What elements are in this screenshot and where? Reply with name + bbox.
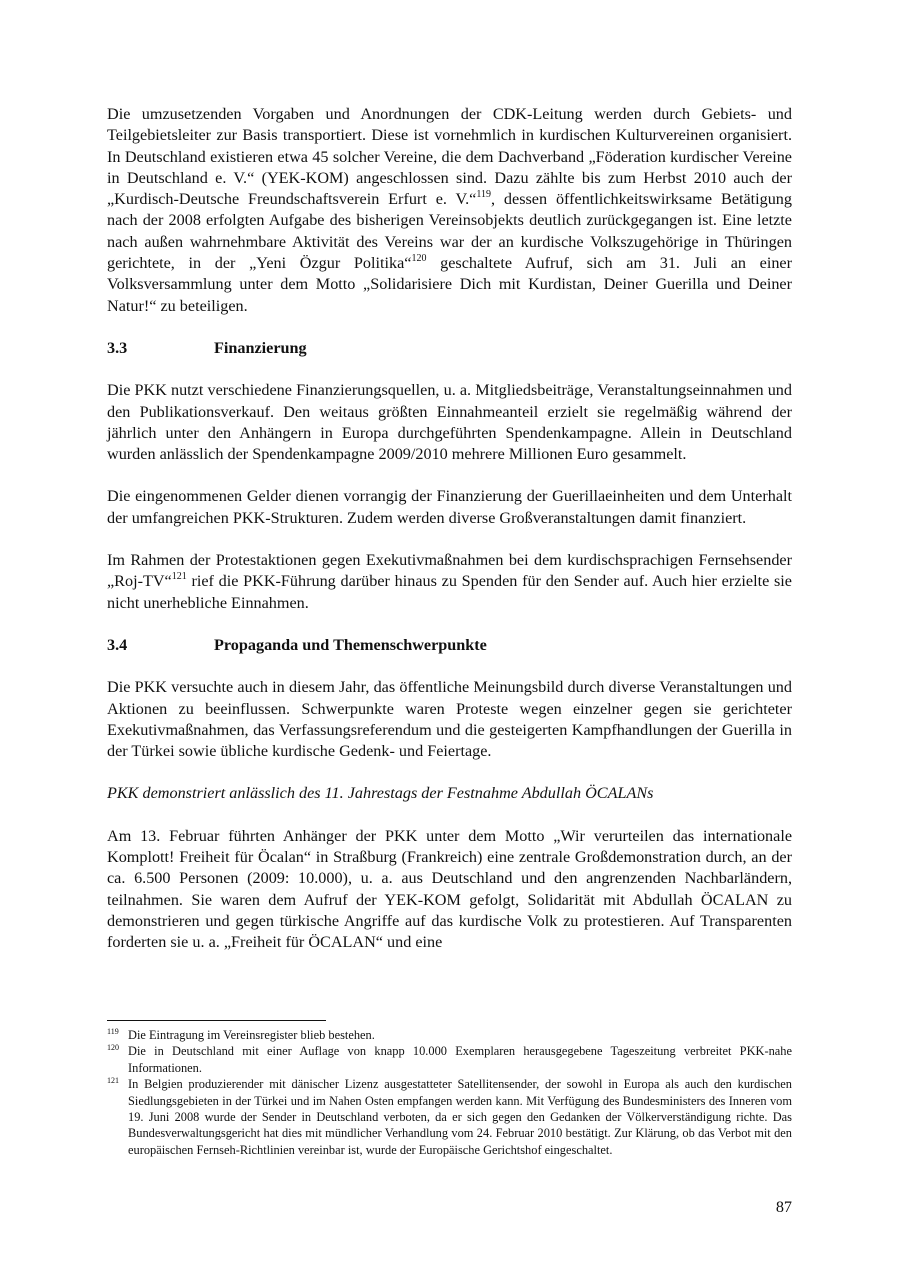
footnote-ref-120[interactable]: 120	[411, 252, 427, 264]
paragraph-text: Die umzusetzenden Vorgaben und Anordnungen der CDK-Leitung werden durch Gebiets- und Teilgebietsleiter zur Basis transportiert. Diese ist vornehmlich in kurdischen Kulturvereinen organisiert. In Deutschland existieren etwa 45 solcher Vereine, die dem Dachverband „Föderation kurdischer Vereine in Deutschland e. V.“ (YEK-KOM) angeschlossen sind. Dazu zählte bis zum Herbst 2010 auch der „Kurdisch-Deutsche Freundschaftsverein Erfurt e. V.“	[107, 105, 792, 209]
page-number: 87	[775, 1198, 792, 1216]
paragraph-propaganda: Die PKK versuchte auch in diesem Jahr, das öffentliche Meinungsbild durch diverse Veranstaltungen und Aktionen zu beeinflussen. Schwerpunkte waren Proteste wegen einzelner gegen sie gerichteter Exekutivmaßnahmen, das Verfassungsreferendum und die gesteigerten Kampfhandlungen der Guerilla in der Türkei sowie übliche kurdische Gedenk- und Feiertage.	[107, 678, 792, 761]
footnotes	[107, 1027, 792, 1158]
footnote-separator	[107, 1020, 326, 1021]
footnote-number: 121	[107, 1076, 119, 1086]
footnote-text: Die Eintragung im Vereinsregister blieb bestehen.	[128, 1028, 375, 1042]
section-number: 3.3	[107, 338, 128, 357]
paragraph-financing-sources: Die PKK nutzt verschiedene Finanzierungsquellen, u. a. Mitgliedsbeiträge, Veranstaltungseinnahmen und den Publikationsverkauf. Den weitaus größten Einnahmeanteil erzielt sie regelmäßig während der jährlich unter den Anhängern in Europa durchgeführten Spendenkampagne. Allein in Deutschland wurden anlässlich der Spendenkampagne 2009/2010 mehrere Millionen Euro gesammelt.	[107, 381, 792, 464]
subheading-demonstration: PKK demonstriert anlässlich des 11. Jahrestags der Festnahme Abdullah ÖCALANs	[107, 784, 654, 803]
footnote-119	[107, 1027, 792, 1043]
footnote-120	[107, 1043, 792, 1076]
footnote-ref-121[interactable]: 121	[171, 570, 187, 582]
paragraph-strasbourg-demo: Am 13. Februar führten Anhänger der PKK unter dem Motto „Wir verurteilen das internationale Komplott! Freiheit für Öcalan“ in Straßburg (Frankreich) eine zentrale Großdemonstration durch, an der ca. 6.500 Personen (2009: 10.000), u. a. aus Deutschland und den angrenzenden Nachbarländern, teilnahmen. Sie waren dem Aufruf der YEK-KOM gefolgt, Solidarität mit Abdullah ÖCALAN zu demonstrieren und gegen türkische Angriffe auf das kurdische Volk zu protestieren. Auf Transparenten forderten sie u. a. „Freiheit für ÖCALAN“ und eine	[107, 826, 792, 952]
paragraph-cdk-structure	[107, 104, 792, 317]
paragraph-roj-tv	[107, 550, 792, 614]
footnote-121	[107, 1076, 792, 1158]
footnote-text: In Belgien produzierender mit dänischer Lizenz ausgestatteter Satellitensender, der sowohl in Europa als auch den kurdischen Siedlungsgebieten in der Türkei und im Nahen Osten empfangen werden kann. Mit Verfügung des Bundesministers des Inneren vom 19. Juni 2008 wurde der Sender in Deutschland verboten, da er sich gegen den Gedanken der Völkerverständigung richte. Das Bundesverwaltungsgericht hat dies mit mündlicher Verhandlung vom 24. Februar 2010 bestätigt. Zur Klärung, ob das Verbot mit den europäischen Fernseh-Richtlinien vereinbar ist, wurde der Europäische Gerichtshof eingeschaltet.	[128, 1077, 792, 1157]
footnote-number: 119	[107, 1027, 119, 1036]
section-heading-propaganda	[107, 635, 792, 656]
paragraph-text: Im Rahmen der Protestaktionen gegen Exekutivmaßnahmen bei dem kurdischsprachigen Fernsehsender „Roj-TV“	[107, 551, 792, 591]
section-title: Propaganda und Themenschwerpunkte	[214, 635, 487, 654]
section-heading-finanzierung	[107, 338, 792, 359]
footnote-number: 120	[107, 1043, 119, 1053]
section-title: Finanzierung	[214, 338, 307, 357]
paragraph-text: rief die PKK-Führung darüber hinaus zu Spenden für den Sender auf. Auch hier erzielte sie nicht unerhebliche Einnahmen.	[107, 572, 792, 612]
paragraph-funds-usage: Die eingenommenen Gelder dienen vorrangig der Finanzierung der Guerillaeinheiten und dem Unterhalt der umfangreichen PKK-Strukturen. Zudem werden diverse Großveranstaltungen damit finanziert.	[107, 487, 792, 527]
paragraph-text: geschaltete Aufruf, sich am 31. Juli an einer Volksversammlung unter dem Motto „Solidarisiere Dich mit Kurdistan, Deiner Guerilla und Deiner Natur!“ zu beteiligen.	[107, 254, 792, 315]
footnote-text: Die in Deutschland mit einer Auflage von knapp 10.000 Exemplaren herausgegebene Tageszeitung verbreitet PKK-nahe Informationen.	[128, 1044, 792, 1075]
section-number: 3.4	[107, 635, 128, 654]
paragraph-text: , dessen öffentlichkeitswirksame Betätigung nach der 2008 erfolgten Aufgabe des bisherigen Vereinsobjekts deutlich zurückgegangen ist. Eine letzte nach außen wahrnehmbare Aktivität des Vereins war der an kurdische Volkszugehörige in Thüringen gerichtete, in der „Yeni Özgur Politika“	[107, 190, 792, 273]
footnote-ref-119[interactable]: 119	[476, 188, 491, 200]
page-body	[107, 104, 792, 954]
